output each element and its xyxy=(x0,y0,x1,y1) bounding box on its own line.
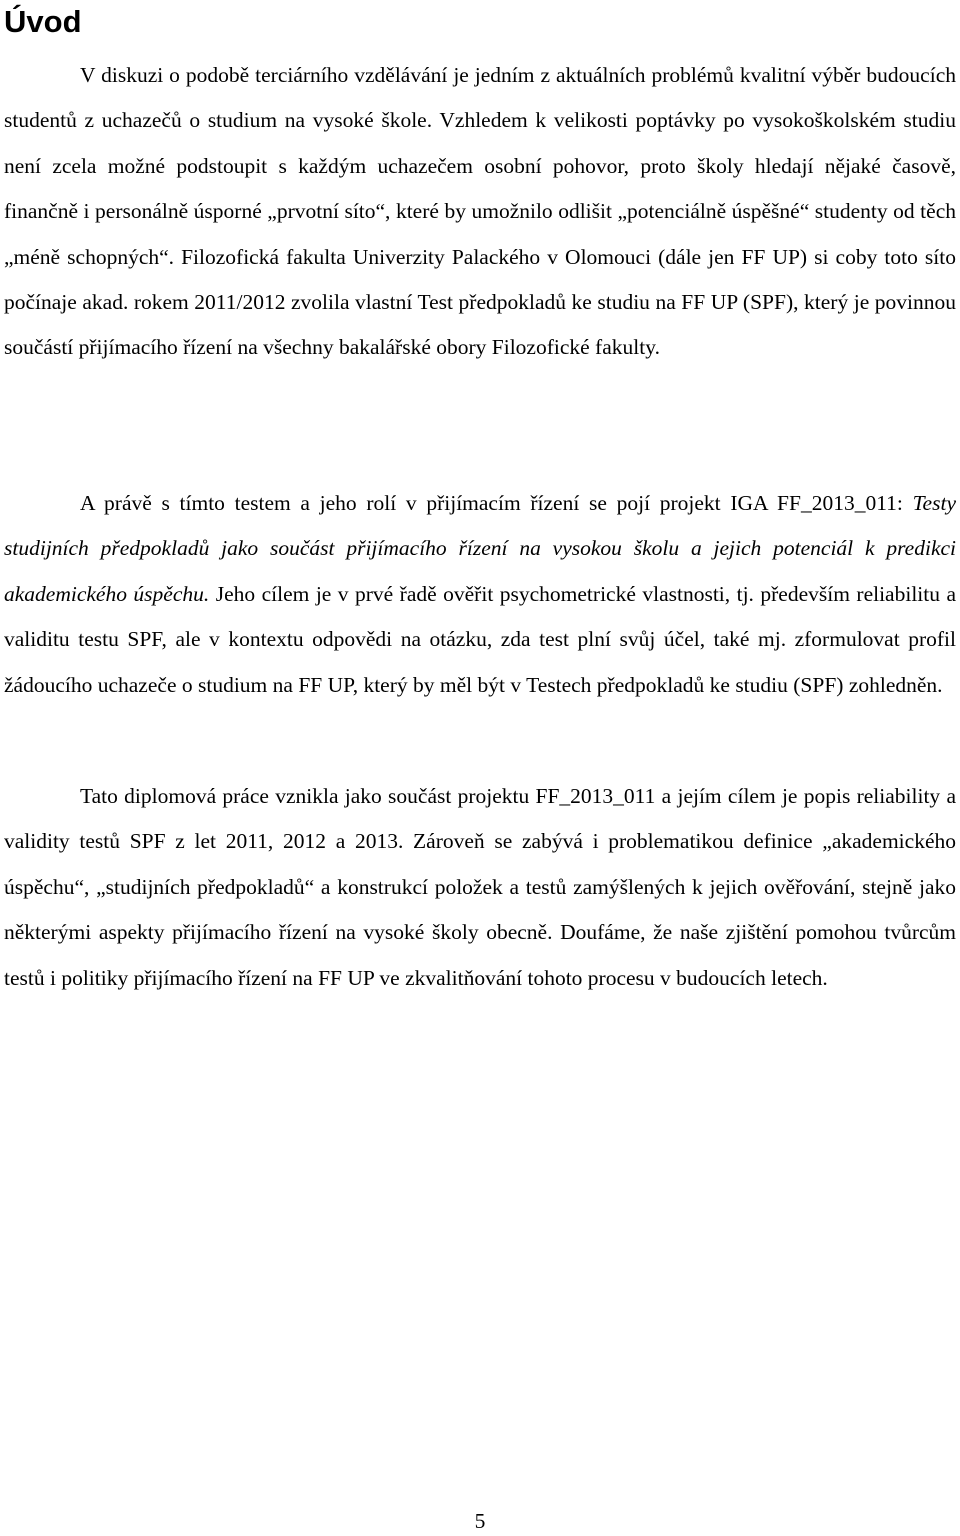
paragraph-project-rest: Jeho cílem je v prvé řadě ověřit psychometrické vlastnosti, tj. především reliabilitu a validitu testu SPF, ale v kontextu odpovědi na otázku, zda test plní svůj účel, také mj. zformulovat profil žádoucího uchazeče o studium na FF UP, který by měl být v Testech předpokladů ke studiu (SPF) zohledněn. xyxy=(4,581,957,697)
page-number: 5 xyxy=(474,1509,486,1533)
project-title: Testy studijních předpokladů jako součást přijímacího řízení na vysokou školu a jejich potenciál k predikci akademického úspěchu. xyxy=(4,491,956,606)
paragraph-project xyxy=(4,481,956,708)
paragraph-project-lead: A právě s tímto testem a jeho rolí v přijímacím řízení se pojí projekt IGA FF_2013_011: xyxy=(80,491,913,515)
paragraph-intro: V diskuzi o podobě terciárního vzdělávání je jedním z aktuálních problémů kvalitní výběr budoucích studentů z uchazečů o studium na vysoké škole. Vzhledem k velikosti poptávky po vysokoškolském studiu není zcela možné podstoupit s každým uchazečem osobní pohovor, proto školy hledají nějaké časově, finančně i personálně úsporné „prvotní síto“, které by umožnilo odlišit „potenciálně úspěšné“ studenty od těch „méně schopných“. Filozofická fakulta Univerzity Palackého v Olomouci (dále jen FF UP) si coby toto síto počínaje akad. rokem 2011/2012 zvolila vlastní Test předpokladů ke studiu na FF UP (SPF), který je povinnou součástí přijímacího řízení na všechny bakalářské obory Filozofické fakulty. xyxy=(4,63,956,360)
paragraph-thesis-aim: Tato diplomová práce vznikla jako součást projektu FF_2013_011 a jejím cílem je popis reliability a validity testů SPF z let 2011, 2012 a 2013. Zároveň se zabývá i problematikou definice „akademického úspěchu“, „studijních předpokladů“ a konstrukcí položek a testů zamýšlených k jejich ověřování, stejně jako některými aspekty přijímacího řízení na vysoké školy obecně. Doufáme, že naše zjištění pomohou tvůrcům testů i politiky přijímacího řízení na FF UP ve zkvalitňování tohoto procesu v budoucích letech. xyxy=(4,784,956,990)
section-heading: Úvod xyxy=(4,4,82,39)
